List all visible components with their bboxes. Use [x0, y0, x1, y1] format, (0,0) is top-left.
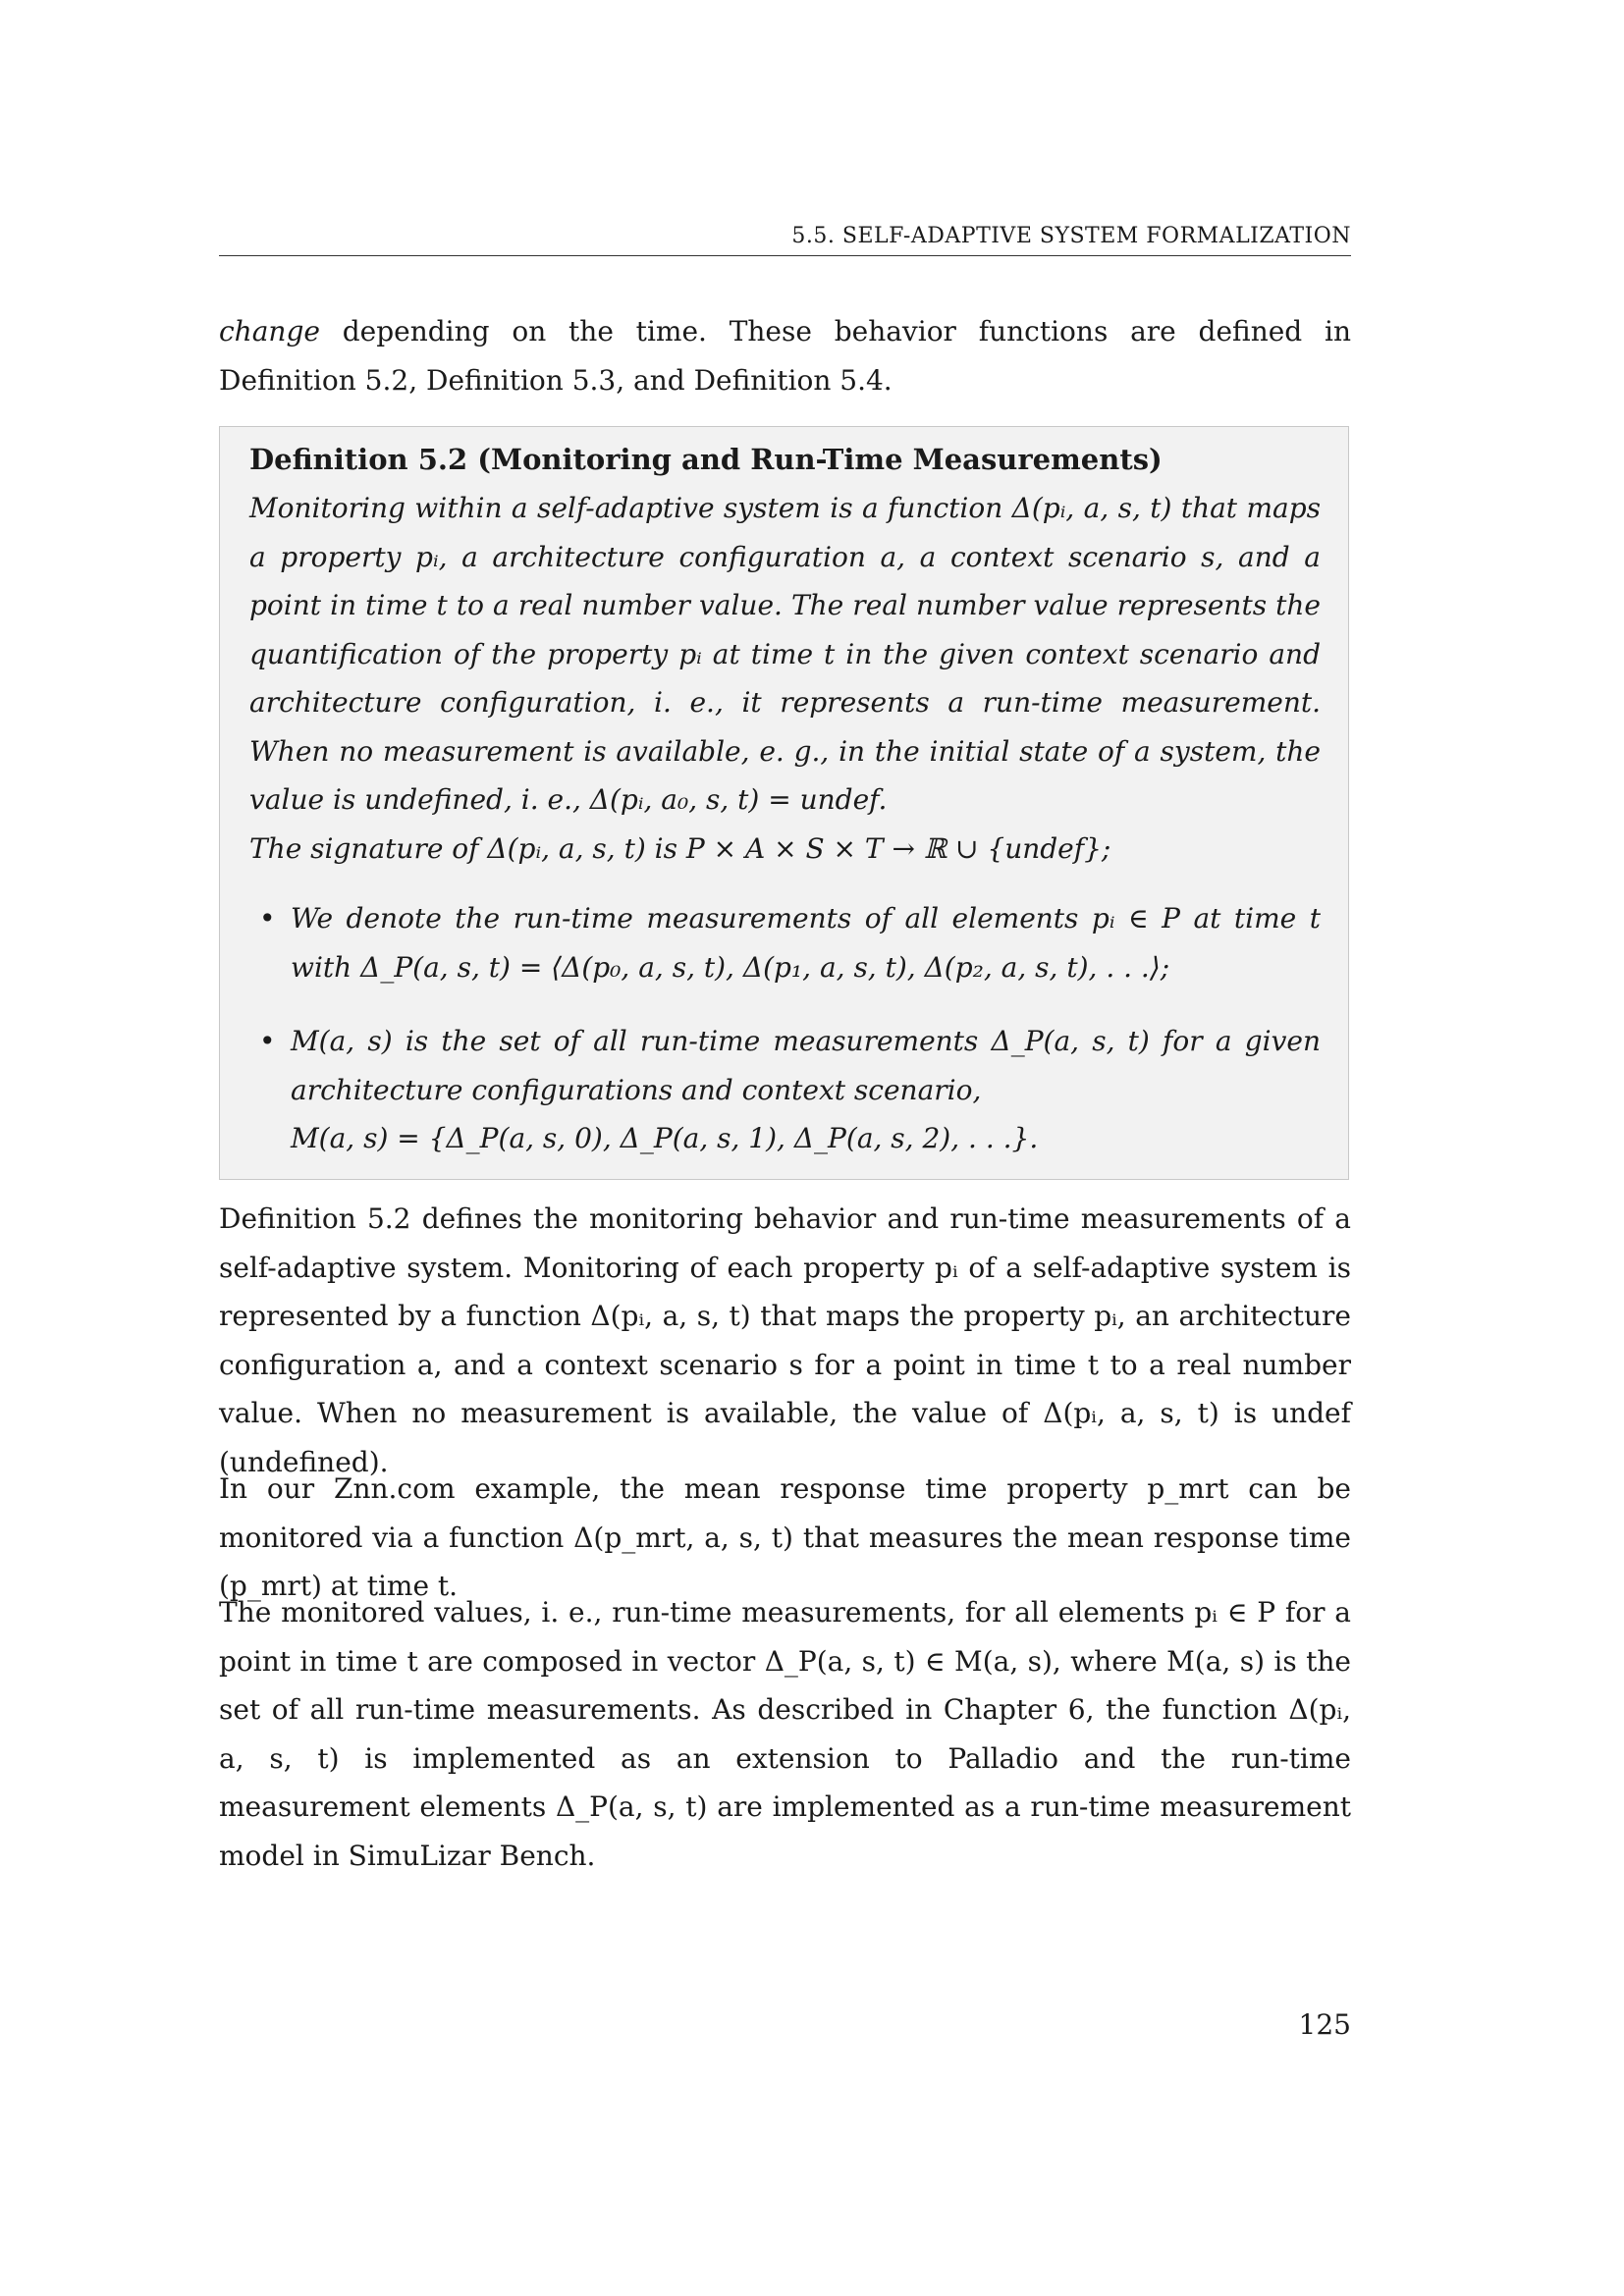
page: [219, 0, 1351, 2296]
list-item: [259, 894, 1321, 991]
list-item: [259, 1017, 1321, 1163]
intro-rest: depending on the time. These behavior functions are defined in Definition 5.2, Definition 5.3, and Definition 5.4.: [219, 315, 1351, 397]
running-head: 5.5. SELF-ADAPTIVE SYSTEM FORMALIZATION: [791, 224, 1351, 248]
page-number: 125: [1298, 2008, 1351, 2041]
definition-title: Definition 5.2 (Monitoring and Run-Time Measurements): [249, 443, 1163, 476]
definition-bullet-list: [249, 894, 1321, 1163]
definition-box: [219, 426, 1349, 1180]
paragraph-definition-explanation: Definition 5.2 defines the monitoring behavior and run-time measurements of a self-adaptive system. Monitoring of each property pᵢ of a self-adaptive system is represented by a function Δ(pᵢ, a, s, t) that maps the property pᵢ, an architecture configuration a, and a context scenario s for a point in time t to a real number value. When no measurement is available, the value of Δ(pᵢ, a, s, t) is undef (undefined).: [219, 1202, 1351, 1478]
definition-signature: The signature of Δ(pᵢ, a, s, t) is P × A × S × T → ℝ ∪ {undef};: [249, 831, 1111, 865]
bullet-formula: M(a, s) = {Δ_P(a, s, 0), Δ_P(a, s, 1), Δ_P(a, s, 2), . . .}.: [291, 1122, 1039, 1154]
definition-body: Monitoring within a self-adaptive system is a function Δ(pᵢ, a, s, t) that maps a property pᵢ, a architecture configuration a, a context scenario s, and a point in time t to a real number value. The real number value represents the quantification of the property pᵢ at time t in the given context scenario and architecture configuration, i. e., it represents a run-time measurement. When no measurement is available, e. g., in the initial state of a system, the value is undefined, i. e., Δ(pᵢ, a₀, s, t) = undef.: [249, 492, 1321, 816]
intro-paragraph: [219, 307, 1351, 404]
paragraph-znn-example: In our Znn.com example, the mean response time property p_mrt can be monitored via a function Δ(p_mrt, a, s, t) that measures the mean response time (p_mrt) at time t.: [219, 1472, 1351, 1602]
bullet-text: M(a, s) is the set of all run-time measurements Δ_P(a, s, t) for a given architecture configurations and context scenario,: [291, 1025, 1321, 1106]
header-rule: [219, 255, 1351, 256]
bullet-icon: •: [259, 1025, 276, 1057]
paragraph-monitored-values: The monitored values, i. e., run-time measurements, for all elements pᵢ ∈ P for a point in time t are composed in vector Δ_P(a, s, t) ∈ M(a, s), where M(a, s) is the set of all run-time measurements. As described in Chapter 6, the function Δ(pᵢ, a, s, t) is implemented as an extension to Palladio and the run-time measurement elements Δ_P(a, s, t) are implemented as a run-time measurement model in SimuLizar Bench.: [219, 1596, 1351, 1872]
bullet-icon: •: [259, 902, 276, 934]
bullet-text: We denote the run-time measurements of all elements pᵢ ∈ P at time t with Δ_P(a, s, t) = ⟨Δ(p₀, a, s, t), Δ(p₁, a, s, t), Δ(p₂, a, s, t), . . .⟩;: [291, 902, 1321, 984]
intro-lead-italic: change: [219, 315, 320, 347]
